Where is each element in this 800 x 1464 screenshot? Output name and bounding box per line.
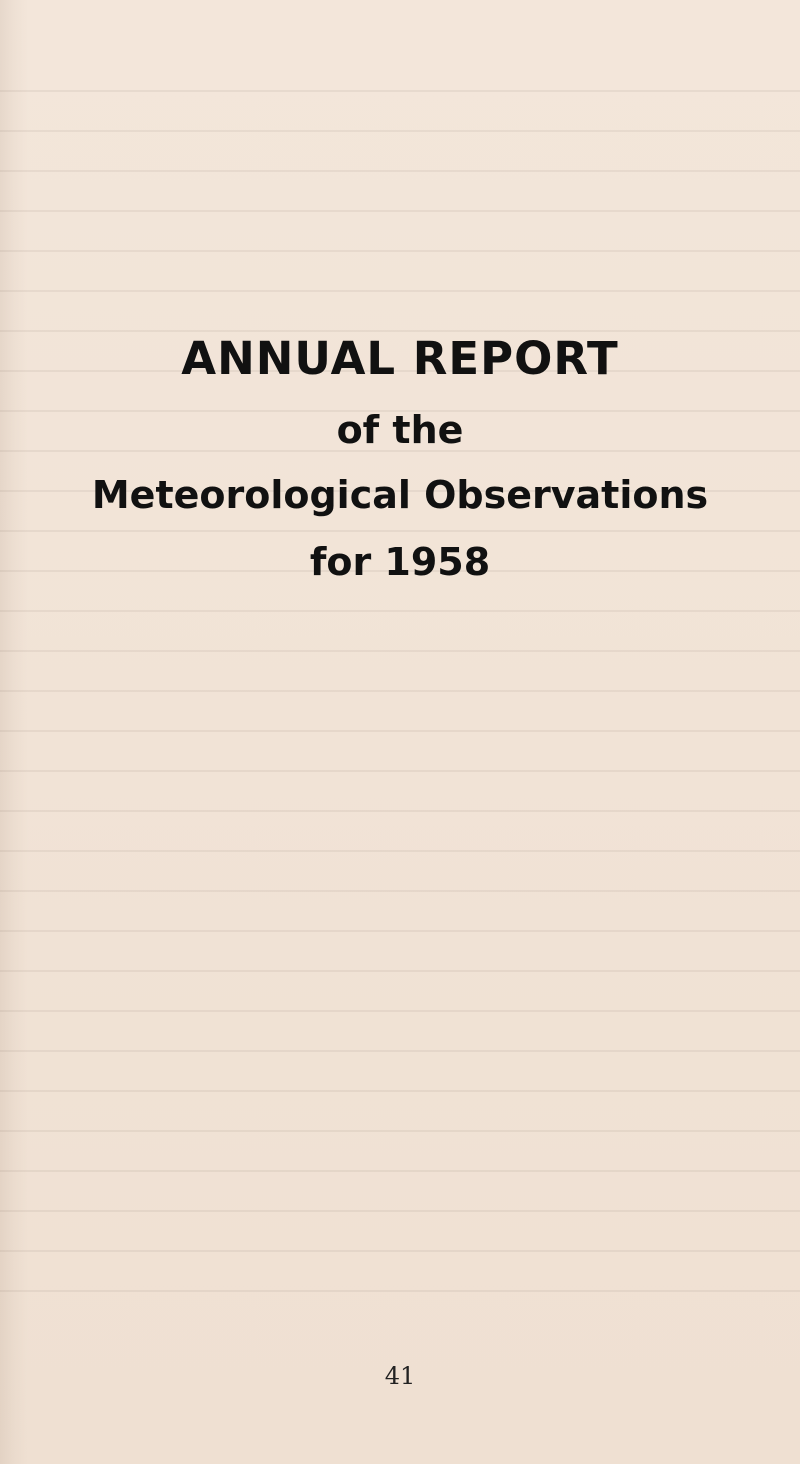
report-subject: Meteorological Observations <box>91 473 709 517</box>
page-number: 41 <box>384 1362 416 1390</box>
report-year: for 1958 <box>309 540 491 584</box>
show-through-texture <box>0 90 800 1320</box>
report-of-the: of the <box>336 408 464 452</box>
report-title: ANNUAL REPORT <box>181 332 619 385</box>
